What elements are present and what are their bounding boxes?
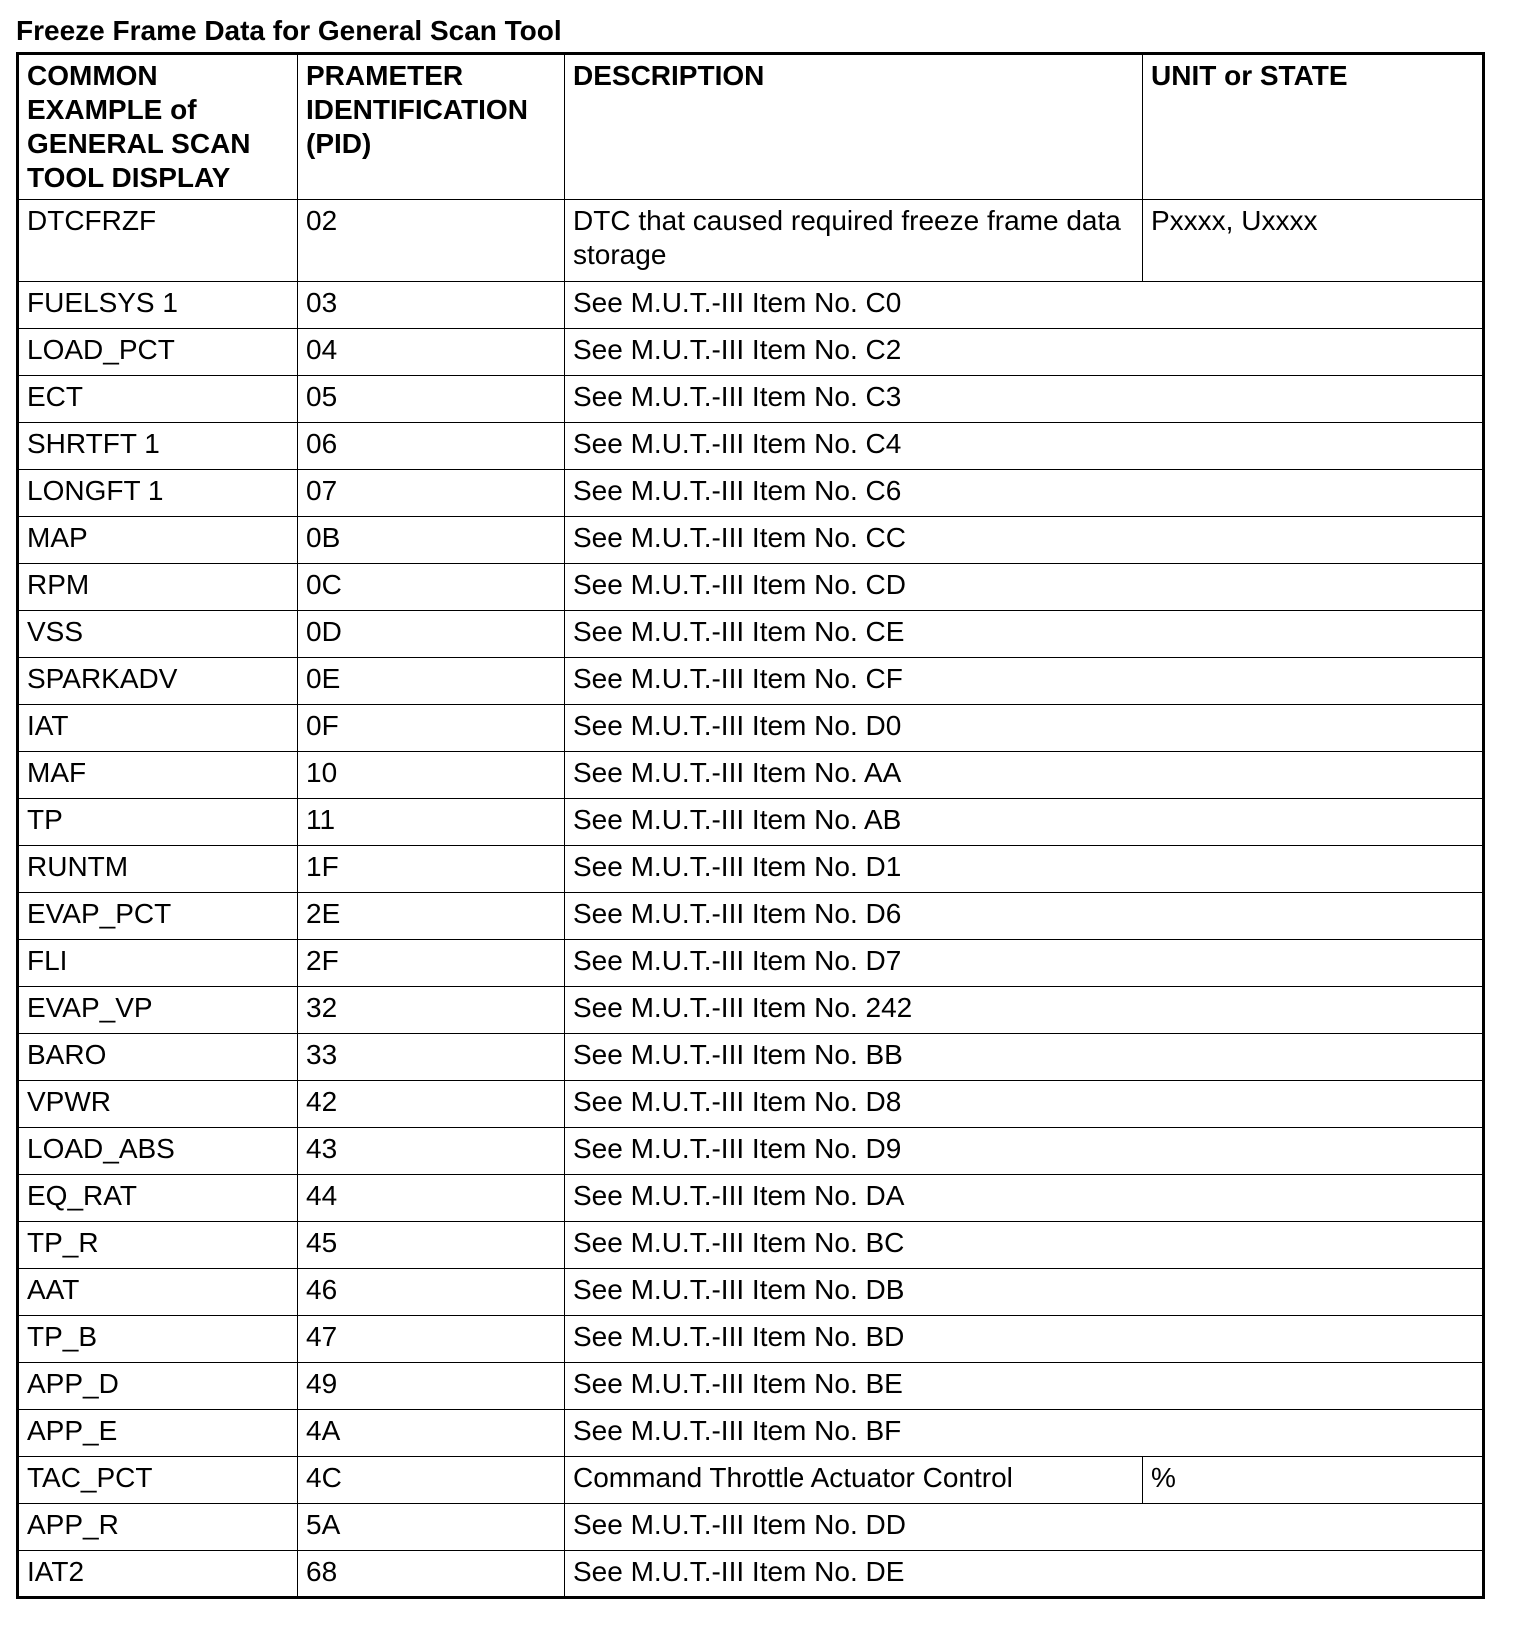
cell-description: See M.U.T.-III Item No. CF [565,658,1484,705]
cell-display: VSS [18,611,298,658]
cell-description: See M.U.T.-III Item No. DE [565,1551,1484,1598]
cell-pid: 32 [298,987,565,1034]
cell-pid: 49 [298,1363,565,1410]
table-row [18,1081,1484,1128]
table-row [18,1551,1484,1598]
cell-description: See M.U.T.-III Item No. D8 [565,1081,1484,1128]
cell-pid: 2F [298,940,565,987]
table-row [18,329,1484,376]
table-row [18,1222,1484,1269]
cell-display: APP_E [18,1410,298,1457]
table-row [18,987,1484,1034]
cell-pid: 47 [298,1316,565,1363]
cell-display: RUNTM [18,846,298,893]
table-row [18,376,1484,423]
cell-display: ECT [18,376,298,423]
cell-pid: 1F [298,846,565,893]
cell-description: See M.U.T.-III Item No. C6 [565,470,1484,517]
cell-display: EVAP_VP [18,987,298,1034]
table-row [18,564,1484,611]
header-common-display: COMMON EXAMPLE of GENERAL SCAN TOOL DISPLAY [18,54,298,200]
table-row [18,799,1484,846]
cell-pid: 11 [298,799,565,846]
cell-description: See M.U.T.-III Item No. D0 [565,705,1484,752]
table-row [18,1269,1484,1316]
document-title: Freeze Frame Data for General Scan Tool [16,15,562,46]
cell-description: See M.U.T.-III Item No. D7 [565,940,1484,987]
cell-description: See M.U.T.-III Item No. DB [565,1269,1484,1316]
cell-unit: % [1143,1457,1484,1504]
cell-pid: 45 [298,1222,565,1269]
cell-display: EQ_RAT [18,1175,298,1222]
table-row [18,1128,1484,1175]
cell-pid: 5A [298,1504,565,1551]
cell-description: See M.U.T.-III Item No. D1 [565,846,1484,893]
table-row [18,1504,1484,1551]
cell-display: LOAD_ABS [18,1128,298,1175]
cell-display: EVAP_PCT [18,893,298,940]
cell-description: See M.U.T.-III Item No. C4 [565,423,1484,470]
freeze-frame-table [16,52,1485,1599]
cell-description: See M.U.T.-III Item No. BF [565,1410,1484,1457]
cell-pid: 0F [298,705,565,752]
cell-description: See M.U.T.-III Item No. DD [565,1504,1484,1551]
table-row [18,470,1484,517]
cell-description: See M.U.T.-III Item No. CE [565,611,1484,658]
cell-description: See M.U.T.-III Item No. AB [565,799,1484,846]
cell-display: MAF [18,752,298,799]
cell-pid: 2E [298,893,565,940]
cell-pid: 33 [298,1034,565,1081]
cell-pid: 0D [298,611,565,658]
table-row [18,1410,1484,1457]
cell-display: VPWR [18,1081,298,1128]
table-header-row [18,54,1484,200]
cell-display: APP_R [18,1504,298,1551]
cell-description: See M.U.T.-III Item No. AA [565,752,1484,799]
cell-pid: 4A [298,1410,565,1457]
table-row [18,611,1484,658]
cell-display: SPARKADV [18,658,298,705]
cell-pid: 42 [298,1081,565,1128]
table-row [18,1316,1484,1363]
cell-pid: 68 [298,1551,565,1598]
table-row [18,1175,1484,1222]
table-row [18,1034,1484,1081]
cell-display: DTCFRZF [18,200,298,282]
cell-display: FUELSYS 1 [18,282,298,329]
cell-pid: 0B [298,517,565,564]
table-row [18,658,1484,705]
cell-unit: Pxxxx, Uxxxx [1143,200,1484,282]
cell-pid: 04 [298,329,565,376]
cell-pid: 03 [298,282,565,329]
cell-display: FLI [18,940,298,987]
cell-description: See M.U.T.-III Item No. BE [565,1363,1484,1410]
table-row [18,1457,1484,1504]
cell-description: Command Throttle Actuator Control [565,1457,1143,1504]
table-row [18,1363,1484,1410]
cell-description: See M.U.T.-III Item No. BB [565,1034,1484,1081]
cell-description: See M.U.T.-III Item No. CD [565,564,1484,611]
cell-description: See M.U.T.-III Item No. CC [565,517,1484,564]
cell-description: See M.U.T.-III Item No. C0 [565,282,1484,329]
cell-description: See M.U.T.-III Item No. DA [565,1175,1484,1222]
cell-display: AAT [18,1269,298,1316]
cell-description: DTC that caused required freeze frame data storage [565,200,1143,282]
cell-display: RPM [18,564,298,611]
cell-description: See M.U.T.-III Item No. BD [565,1316,1484,1363]
cell-display: TAC_PCT [18,1457,298,1504]
table-body [18,200,1484,1598]
table-row [18,423,1484,470]
cell-pid: 46 [298,1269,565,1316]
cell-display: BARO [18,1034,298,1081]
table-row [18,282,1484,329]
cell-pid: 0C [298,564,565,611]
cell-pid: 02 [298,200,565,282]
cell-pid: 43 [298,1128,565,1175]
table-row [18,705,1484,752]
cell-display: TP_B [18,1316,298,1363]
cell-description: See M.U.T.-III Item No. BC [565,1222,1484,1269]
table-row [18,752,1484,799]
cell-description: See M.U.T.-III Item No. C3 [565,376,1484,423]
cell-display: IAT2 [18,1551,298,1598]
table-row [18,200,1484,282]
cell-pid: 10 [298,752,565,799]
document-page [16,14,1482,1599]
header-description: DESCRIPTION [565,54,1143,200]
cell-display: APP_D [18,1363,298,1410]
cell-description: See M.U.T.-III Item No. 242 [565,987,1484,1034]
header-unit-state: UNIT or STATE [1143,54,1484,200]
cell-display: IAT [18,705,298,752]
cell-display: MAP [18,517,298,564]
cell-description: See M.U.T.-III Item No. C2 [565,329,1484,376]
cell-description: See M.U.T.-III Item No. D6 [565,893,1484,940]
table-row [18,940,1484,987]
table-row [18,517,1484,564]
table-row [18,846,1484,893]
cell-pid: 0E [298,658,565,705]
cell-pid: 07 [298,470,565,517]
cell-display: LOAD_PCT [18,329,298,376]
cell-display: TP [18,799,298,846]
cell-pid: 06 [298,423,565,470]
cell-pid: 44 [298,1175,565,1222]
cell-display: TP_R [18,1222,298,1269]
cell-description: See M.U.T.-III Item No. D9 [565,1128,1484,1175]
header-pid: PRAMETER IDENTIFICATION (PID) [298,54,565,200]
cell-pid: 4C [298,1457,565,1504]
table-row [18,893,1484,940]
cell-display: SHRTFT 1 [18,423,298,470]
cell-display: LONGFT 1 [18,470,298,517]
cell-pid: 05 [298,376,565,423]
